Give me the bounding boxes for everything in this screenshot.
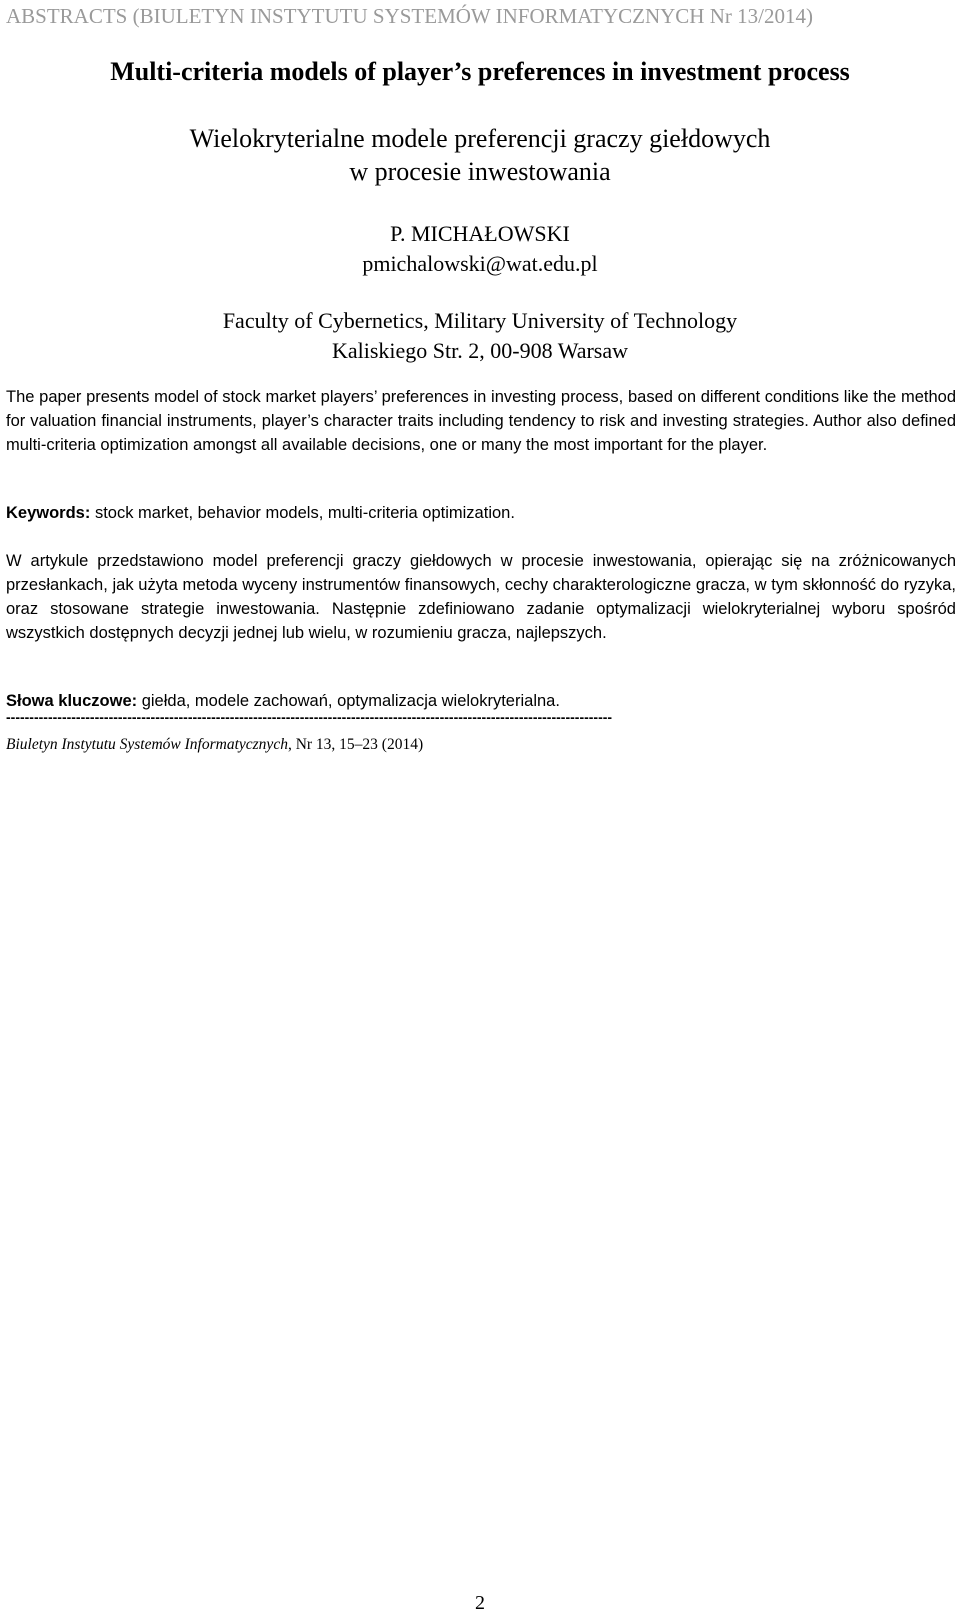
paper-title-english: Multi-criteria models of player’s preferences in investment process <box>110 57 850 86</box>
abstract-english: The paper presents model of stock market players’ preferences in investing process, based on different conditions like the method for valuation financial instruments, player’s character traits including tendency to risk and investing strategies. Author also defined multi-criteria optimization amongst all available decisions, one or many the most important for the player. <box>6 388 956 454</box>
citation-journal: Biuletyn Instytutu Systemów Informatycznych <box>6 736 288 753</box>
paper-title-polish-line-1: Wielokryterialne modele preferencji graczy giełdowych <box>189 124 771 153</box>
affiliation-line-1: Faculty of Cybernetics, Military University of Technology <box>222 308 738 333</box>
separator-line: ---------------------------------------------------------------------------------------------------------------------------------- <box>6 709 613 725</box>
citation <box>6 736 423 754</box>
keywords-polish-text: giełda, modele zachowań, optymalizacja wielokryterialna. <box>137 692 560 710</box>
keywords-english-label: Keywords: <box>6 504 91 522</box>
page-number: 2 <box>475 1592 485 1614</box>
keywords-english <box>6 501 956 525</box>
paper-title-polish-line-2: w procesie inwestowania <box>349 157 611 186</box>
affiliation-line-2: Kaliskiego Str. 2, 00-908 Warsaw <box>331 338 628 363</box>
author-email: pmichalowski@wat.edu.pl <box>362 251 598 276</box>
keywords-english-text: stock market, behavior models, multi-criteria optimization. <box>90 504 515 522</box>
keywords-polish-label: Słowa kluczowe: <box>6 692 138 710</box>
running-header: ABSTRACTS (BIULETYN INSTYTUTU SYSTEMÓW INFORMATYCZNYCH Nr 13/2014) <box>6 4 813 28</box>
citation-details: , Nr 13, 15–23 (2014) <box>287 736 424 753</box>
author-name: P. MICHAŁOWSKI <box>390 221 570 246</box>
abstract-polish: W artykule przedstawiono model preferencji graczy giełdowych w procesie inwestowania, opierając się na zróżnicowanych przesłankach, jak użyta metoda wyceny instrumentów finansowych, cechy charakterologiczne gracza, w tym skłonność do ryzyka, oraz stosowane strategie inwestowania. Następnie zdefiniowano zadanie optymalizacji wielokryterialnej wyboru spośród wszystkich dostępnych decyzji jednej lub wielu, w rozumieniu gracza, najlepszych. <box>6 552 956 642</box>
